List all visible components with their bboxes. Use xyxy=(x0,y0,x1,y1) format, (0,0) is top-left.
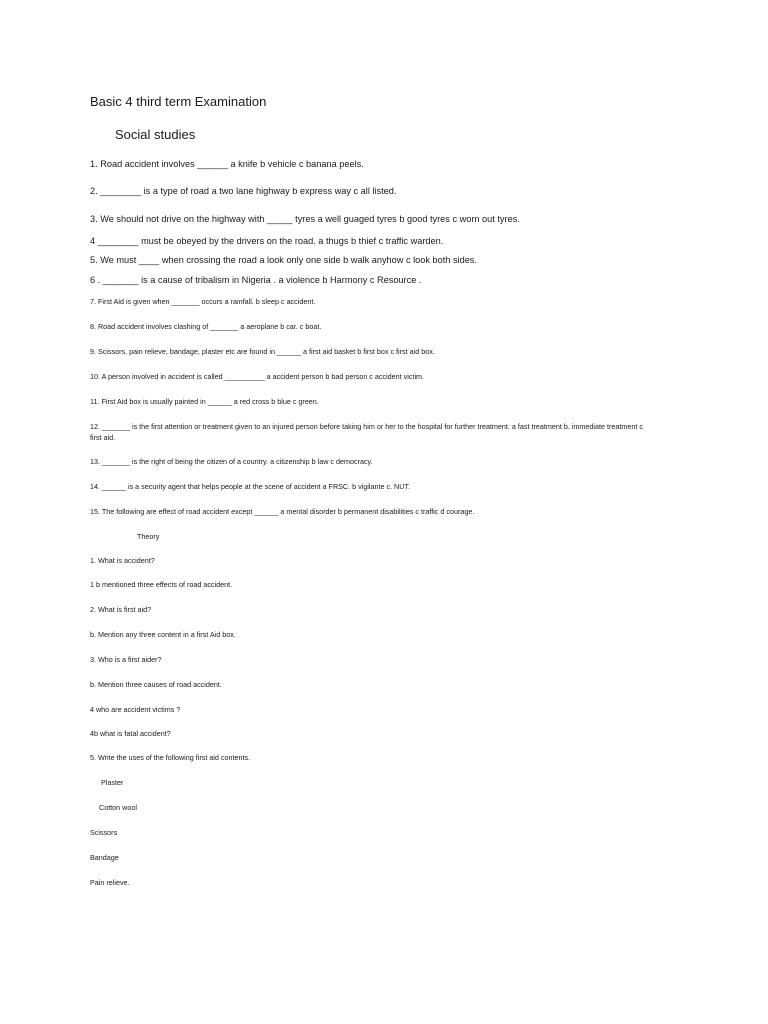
question-9: 9. Scissors, pain relieve, bandage, plaster etc are found in ______ a first aid basket b first box c first aid box. xyxy=(90,347,435,356)
question-5: 5. We must ____ when crossing the road a look only one side b walk anyhow c look both sides. xyxy=(90,255,477,265)
first-aid-item-bandage: Bandage xyxy=(90,853,119,862)
first-aid-item-cotton-wool: Cotton wool xyxy=(99,803,137,812)
first-aid-item-plaster: Plaster xyxy=(101,778,124,787)
subject-title: Social studies xyxy=(115,127,196,142)
theory-question-2b: b. Mention any three content in a first Aid box. xyxy=(90,630,236,639)
question-15: 15. The following are effect of road accident except ______ a mental disorder b permanent disabilities c traffic d courage. xyxy=(90,507,475,516)
exam-title: Basic 4 third term Examination xyxy=(90,94,267,109)
theory-question-3b: b. Mention three causes of road accident. xyxy=(90,680,222,689)
question-4: 4 ________ must be obeyed by the drivers on the road. a thugs b thief c traffic warden. xyxy=(90,236,444,246)
theory-heading: Theory xyxy=(137,532,160,541)
question-3: 3. We should not drive on the highway with _____ tyres a well guaged tyres b good tyres c worn out tyres. xyxy=(90,214,520,224)
question-8: 8. Road accident involves clashing of _______ a aeroplane b car. c boat. xyxy=(90,322,322,331)
question-10: 10. A person involved in accident is called __________ a accident person b bad person c accident victim. xyxy=(90,372,425,381)
theory-question-3: 3. Who is a first aider? xyxy=(90,655,162,664)
question-11: 11. First Aid box is usually painted in ______ a red cross b blue c green. xyxy=(90,397,319,406)
theory-question-1: 1. What is accident? xyxy=(90,556,155,565)
theory-question-1b: 1 b mentioned three effects of road accident. xyxy=(90,580,233,589)
question-14: 14. ______ is a security agent that helps people at the scene of accident a FRSC. b vigilante c. NUT. xyxy=(90,482,411,491)
theory-question-2: 2. What is first aid? xyxy=(90,605,152,614)
question-2: 2. ________ is a type of road a two lane highway b express way c all listed. xyxy=(90,186,397,196)
question-1: 1. Road accident involves ______ a knife b vehicle c banana peels. xyxy=(90,159,364,169)
first-aid-item-scissors: Scissors xyxy=(90,828,118,837)
theory-question-5: 5. Write the uses of the following first aid contents. xyxy=(90,753,251,762)
question-7: 7. First Aid is given when _______ occurs a rainfall. b sleep c accident. xyxy=(90,297,316,306)
theory-question-4b: 4b what is fatal accident? xyxy=(90,729,171,738)
question-12: 12. _______ is the first attention or treatment given to an injured person before taking him or her to the hospital for further treatment. a fast treatment b. immediate treatment c first aid. xyxy=(90,422,643,443)
question-13: 13. _______ is the right of being the citizen of a country. a citizenship b law c democracy. xyxy=(90,457,373,466)
first-aid-item-pain-relieve: Pain relieve. xyxy=(90,878,130,887)
theory-question-4: 4 who are accident victims ? xyxy=(90,705,181,714)
question-6: 6 . _______ is a cause of tribalism in Nigeria . a violence b Harmony c Resource . xyxy=(90,275,422,285)
